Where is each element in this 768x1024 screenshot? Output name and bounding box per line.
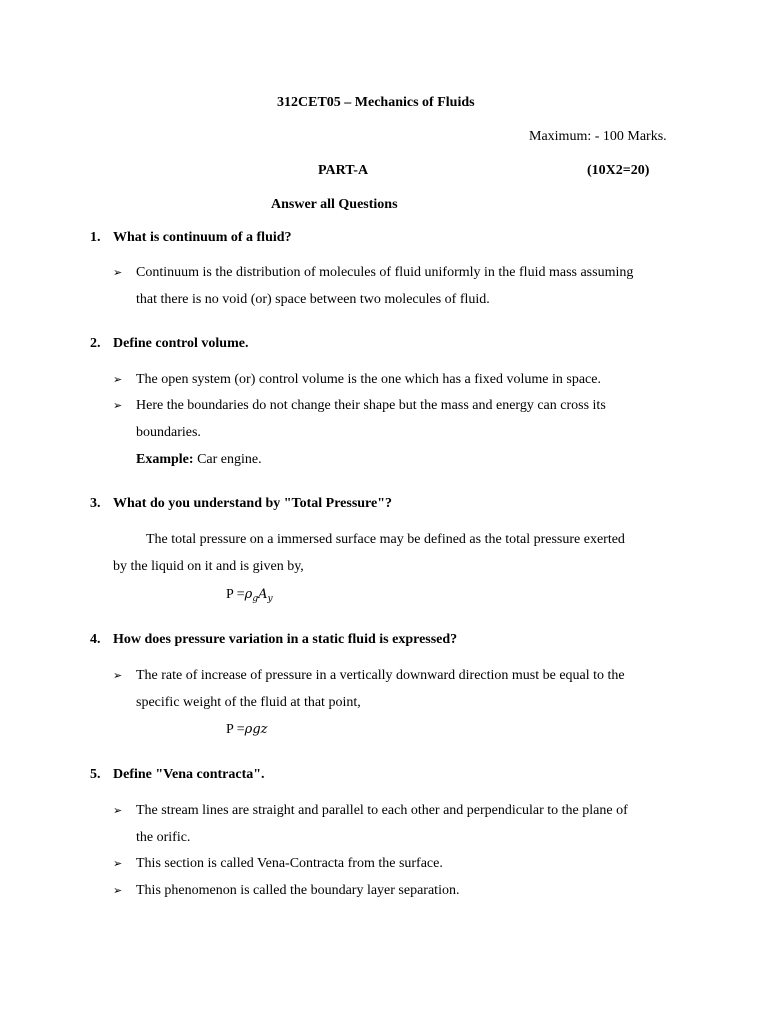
document-title: 312CET05 – Mechanics of Fluids: [277, 95, 475, 110]
question-text: What do you understand by "Total Pressure"?: [113, 496, 393, 511]
part-heading: PART-A: [318, 163, 369, 178]
question-text: Define control volume.: [113, 336, 249, 351]
answer-line: The stream lines are straight and parallel to each other and perpendicular to the plane of: [136, 803, 628, 818]
answer-line: that there is no void (or) space between two molecules of fluid.: [136, 292, 490, 307]
bullet-arrow-icon: ➢: [113, 805, 123, 817]
bullet-arrow-icon: ➢: [113, 374, 123, 386]
question-text: Define "Vena contracta".: [113, 767, 265, 782]
answer-line: The rate of increase of pressure in a vertically downward direction must be equal to the: [136, 668, 625, 683]
formula-area: A: [258, 587, 268, 602]
question-text: What is continuum of a fluid?: [113, 230, 292, 245]
formula-prefix: P =: [226, 587, 245, 602]
answer-line: the orific.: [136, 830, 191, 845]
formula-rho: ρ: [244, 587, 253, 602]
question-number: 1.: [90, 230, 101, 245]
question-number: 3.: [90, 496, 101, 511]
part-marks: (10X2=20): [587, 163, 650, 178]
formula-sub-g: g: [252, 594, 259, 604]
bullet-arrow-icon: ➢: [113, 670, 123, 682]
bullet-arrow-icon: ➢: [113, 400, 123, 412]
example-label: Example:: [136, 452, 194, 467]
formula-sub-y: y: [267, 594, 273, 604]
answer-line: Here the boundaries do not change their shape but the mass and energy can cross its: [136, 398, 606, 413]
max-marks: Maximum: - 100 Marks.: [529, 129, 667, 144]
answer-line: boundaries.: [136, 425, 201, 440]
question-number: 2.: [90, 336, 101, 351]
answer-line: specific weight of the fluid at that point,: [136, 695, 361, 710]
formula-prefix: P =: [226, 722, 245, 737]
question-text: How does pressure variation in a static fluid is expressed?: [113, 632, 458, 647]
answer-line: This phenomenon is called the boundary layer separation.: [136, 883, 460, 898]
bullet-arrow-icon: ➢: [113, 267, 123, 279]
answer-line: by the liquid on it and is given by,: [113, 559, 304, 574]
formula-body: ρgz: [244, 722, 268, 737]
bullet-arrow-icon: ➢: [113, 858, 123, 870]
formula: [226, 586, 273, 603]
answer-line: The total pressure on a immersed surface may be defined as the total pressure exerted: [146, 532, 625, 547]
instruction: Answer all Questions: [271, 197, 398, 212]
question-number: 4.: [90, 632, 101, 647]
formula: [226, 721, 268, 738]
bullet-arrow-icon: ➢: [113, 885, 123, 897]
example-line: [136, 451, 262, 468]
question-number: 5.: [90, 767, 101, 782]
answer-line: The open system (or) control volume is the one which has a fixed volume in space.: [136, 372, 601, 387]
example-text: Car engine.: [193, 452, 262, 467]
answer-line: Continuum is the distribution of molecules of fluid uniformly in the fluid mass assuming: [136, 265, 634, 280]
answer-line: This section is called Vena-Contracta from the surface.: [136, 856, 443, 871]
